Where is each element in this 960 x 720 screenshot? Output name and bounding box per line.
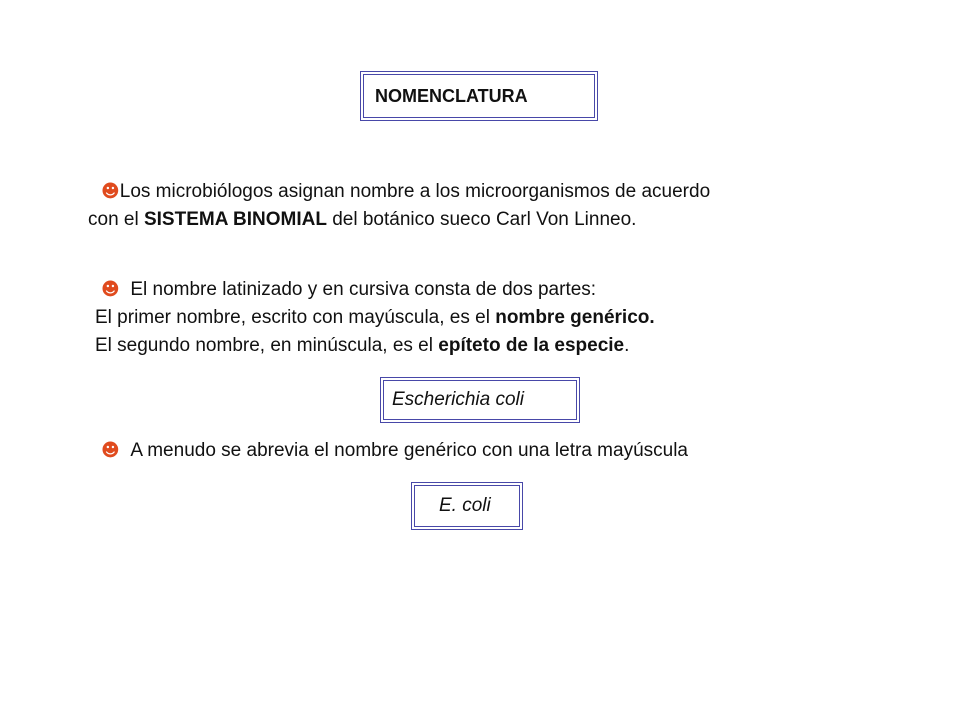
species-example: Escherichia coli [392,389,524,410]
abbreviation-example: E. coli [439,495,491,516]
paragraph3-line1: A menudo se abrevia el nombre genérico con una letra mayúscula [130,440,688,461]
bullet-icon: ☻ [101,440,120,461]
bullet-icon: ☻ [101,279,120,300]
paragraph-name-parts [95,276,655,360]
paragraph2-line2-bold: nombre genérico. [495,307,655,328]
paragraph1-line2-post: del botánico sueco Carl Von Linneo. [326,209,637,230]
paragraph2-line1: El nombre latinizado y en cursiva consta de dos partes: [130,279,597,300]
paragraph1-line2-bold: SISTEMA BINOMIAL [143,209,327,230]
bullet-icon: ☻ [101,181,120,202]
paragraph1-line2-pre: con el [88,209,144,230]
paragraph-abbreviation [101,437,688,465]
paragraph2-line2-pre: El primer nombre, escrito con mayúscula, es el [95,307,496,328]
paragraph2-line3-pre: El segundo nombre, en minúscula, es el [95,335,439,356]
paragraph2-line3-bold: epíteto de la especie [438,335,625,356]
paragraph-binomial-system [88,178,710,234]
paragraph2-line3-post: . [624,335,630,356]
species-example-box [383,380,577,420]
abbreviation-example-box [414,485,520,527]
paragraph1-line1: Los microbiólogos asignan nombre a los microorganismos de acuerdo [119,181,711,202]
slide-title: NOMENCLATURA [375,85,528,106]
title-box [363,74,595,118]
